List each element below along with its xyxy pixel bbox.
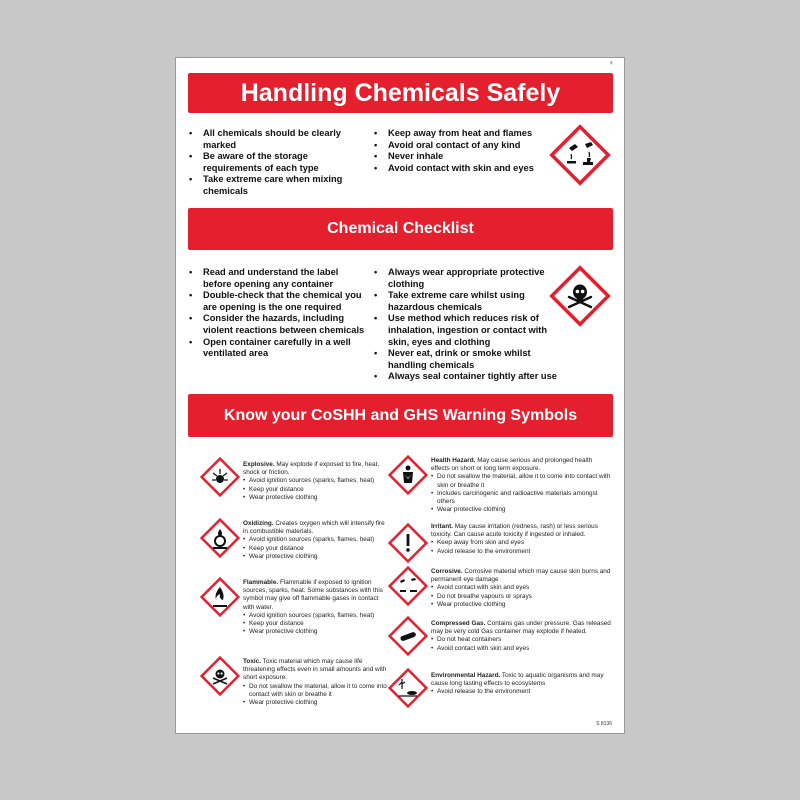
flammable-text: Flammable. Flammable if exposed to ignition sources, sparks, heat. Some substances with this symbol may give off flammable gases in contact with water. • Avoid ignition sources (sparks, flames, heat) • Keep your distance • Wear protective clothing xyxy=(243,579,391,636)
checklist-title: Chemical Checklist xyxy=(188,208,613,250)
list-item: • Wear protective clothing xyxy=(431,506,611,514)
list-item: • Avoid release to the environment xyxy=(431,688,611,696)
list-item: • Avoid release to the environment xyxy=(431,548,611,556)
list-item: • Wear protective clothing xyxy=(243,699,391,707)
list-item: • Be aware of the storage requirements of each type xyxy=(189,151,369,174)
toxic-text: Toxic. Toxic material which may cause life threatening effects even in small amounts and with short exposure. • Do not swallow the material, allow it to come into contact with skin or breathe it • Wear protective clothing xyxy=(243,658,391,707)
list-item: • Wear protective clothing xyxy=(243,628,391,636)
list-item: • Always wear appropriate protective clothing xyxy=(374,267,564,290)
list-item: • Keep away from skin and eyes xyxy=(431,539,611,547)
irritant-text: Irritant. May cause irritation (redness, rash) or less serious toxicity. Can cause acute toxicity if ingested or inhaled. • Keep away from skin and eyes • Avoid release to the environment xyxy=(431,523,611,556)
symbols-title: Know your CoSHH and GHS Warning Symbols xyxy=(188,394,613,437)
list-item: • Avoid contact with skin and eyes xyxy=(374,163,544,175)
flammable-icon xyxy=(200,577,240,617)
list-item: • Wear protective clothing xyxy=(431,601,611,609)
compressed-gas-text: Compressed Gas. Contains gas under pressure. Gas released may be very cold Gas container may explode if heated. • Do not heat containers • Avoid contact with skin and eyes xyxy=(431,620,611,653)
health-hazard-icon xyxy=(388,455,428,495)
health-hazard-text: Health Hazard. May cause serious and prolonged health effects on short or long term exposure. • Do not swallow the material, allow it to come into contact with skin or breathe it • Includes carcinogenic and radioactive materials amongst others • Wear protective clothing xyxy=(431,457,611,514)
compressed-gas-icon xyxy=(388,616,428,656)
list-item: • Avoid ignition sources (sparks, flames, heat) xyxy=(243,477,391,485)
corrosive-small-icon xyxy=(388,566,428,606)
list-item: • Avoid oral contact of any kind xyxy=(374,140,544,152)
toxic-pictogram-icon xyxy=(549,265,611,327)
list-item: • Read and understand the label before opening any container xyxy=(189,267,369,290)
list-item: • Use method which reduces risk of inhalation, ingestion or contact with skin, eyes and clothing xyxy=(374,313,564,348)
list-item: • Keep away from heat and flames xyxy=(374,128,544,140)
list-item: • Avoid ignition sources (sparks, flames, heat) xyxy=(243,536,391,544)
irritant-icon xyxy=(388,523,428,563)
list-item: • Never inhale xyxy=(374,151,544,163)
toxic-small-icon xyxy=(200,656,240,696)
list-item: • Do not breathe vapours or sprays xyxy=(431,593,611,601)
safety-poster xyxy=(175,57,625,734)
product-code: S 8136 xyxy=(596,721,612,727)
environmental-hazard-icon xyxy=(388,668,428,708)
oxidizing-text: Oxidizing. Creates oxygen which will intensify fire in combustible materials. • Avoid ignition sources (sparks, flames, heat) • Keep your distance • Wear protective clothing xyxy=(243,520,391,561)
list-item: • Includes carcinogenic and radioactive materials amongst others xyxy=(431,490,611,506)
list-item: • Double-check that the chemical you are opening is the one required xyxy=(189,290,369,313)
list-item: • Avoid contact with skin and eyes xyxy=(431,645,611,653)
list-item: • Take extreme care when mixing chemicals xyxy=(189,174,369,197)
list-item: • Always seal container tightly after use xyxy=(374,371,564,383)
list-item: • Wear protective clothing xyxy=(243,494,391,502)
corrosive-text: Corrosive. Corrosive material which may cause skin burns and permanent eye damage • Avoid contact with skin and eyes • Do not breathe vapours or sprays • Wear protective clothing xyxy=(431,568,611,609)
list-item: • Avoid ignition sources (sparks, flames, heat) xyxy=(243,612,391,620)
list-item: • Keep your distance xyxy=(243,545,391,553)
section2-right xyxy=(374,267,564,383)
list-item: • Do not heat containers xyxy=(431,636,611,644)
environmental-hazard-text: Environmental Hazard. Toxic to aquatic organisms and may cause long lasting effects to ecosystems • Avoid release to the environment xyxy=(431,672,611,697)
list-item: • Take extreme care whilst using hazardous chemicals xyxy=(374,290,564,313)
section1-left xyxy=(189,128,369,198)
section2-left xyxy=(189,267,369,360)
corner-mark: ♀ xyxy=(608,60,614,67)
list-item: • Do not swallow the material, allow it to come into contact with skin or breathe it xyxy=(431,473,611,489)
list-item: • Consider the hazards, including violent reactions between chemicals xyxy=(189,313,369,336)
section1-right xyxy=(374,128,544,174)
explosive-icon xyxy=(200,457,240,497)
explosive-text: Explosive. May explode if exposed to fire, heat, shock or friction. • Avoid ignition sources (sparks, flames, heat) • Keep your distance • Wear protective clothing xyxy=(243,461,391,502)
list-item: • Avoid contact with skin and eyes xyxy=(431,584,611,592)
list-item: • All chemicals should be clearly marked xyxy=(189,128,369,151)
list-item: • Open container carefully in a well ventilated area xyxy=(189,337,369,360)
list-item: • Never eat, drink or smoke whilst handling chemicals xyxy=(374,348,564,371)
oxidizing-icon xyxy=(200,518,240,558)
list-item: • Wear protective clothing xyxy=(243,553,391,561)
corrosive-pictogram-icon xyxy=(549,124,611,186)
list-item: • Do not swallow the material, allow it to come into contact with skin or breathe it xyxy=(243,683,391,699)
list-item: • Keep your distance xyxy=(243,620,391,628)
poster-title: Handling Chemicals Safely xyxy=(188,73,613,113)
list-item: • Keep your distance xyxy=(243,486,391,494)
